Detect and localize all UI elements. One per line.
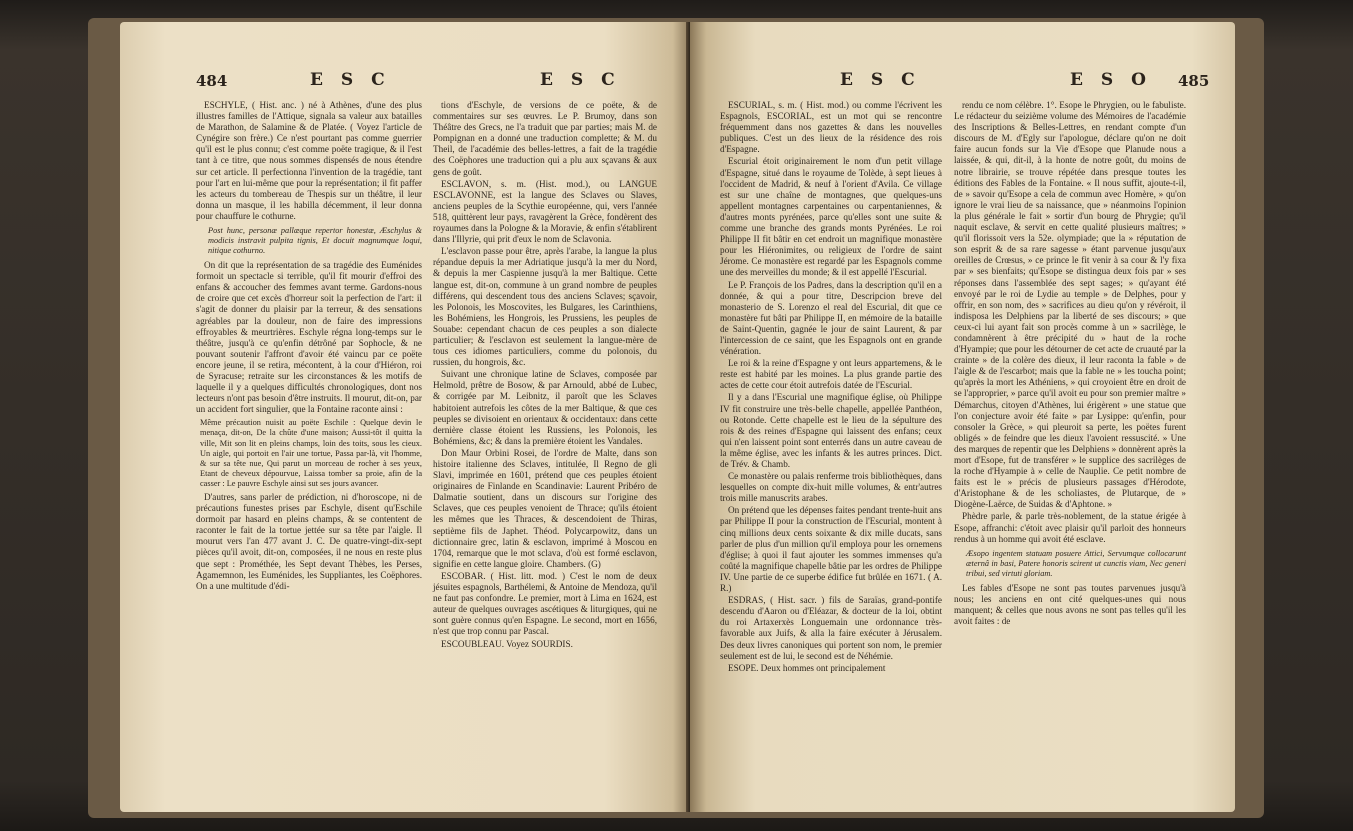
paragraph-esclavon-langue: L'esclavon passe pour être, après l'arabe, la langue la plus répandue depuis la mer Adriatique jusqu'à la mer du Nord, & depuis la mer Caspienne jusqu'à la mer Baltique. Cette langue est, dit-on, commune à un grand nombre de peuples différens, qui descendent tous des anciens Sclaves; sçavoir, les Polonois, les Moscovites, les Bulgares, les Carinthiens, les Bohémiens, les Hongrois, les Prussiens, les peuples de Souabe: cependant chacun de ces peuples a son dialecte particulier; & l'esclavon est seulement la langue-mère de tous ces idiomes particuliers, comme du polonois, du russien, du hongrois, &c. (433, 246, 657, 368)
paragraph-appartemens: Le roi & la reine d'Espagne y ont leurs appartemens, & le reste est habité par les moines. La plus grande partie des actes de cette cour étoit autrefois datée de l'Escurial. (720, 358, 942, 391)
entry-escoubleau: ESCOUBLEAU. Voyez SOURDIS. (441, 638, 573, 649)
paragraph-fables: Les fables d'Esope ne sont pas toutes parvenues jusqu'à nous; les anciens en ont cité quelques-unes qui nous manquent; & celles que nous avons ne sont pas telles qu'il les avoit faites : de (954, 582, 1186, 627)
paragraph-padres: Le P. François de los Padres, dans la description qu'il en a donnée, & qui a pour titre, Descripcion breve del monasterio de S. Lorenzo el real del Escurial, dit que ce monastère fut bâti par Philippe II, en mémoire de la bataille de Saint-Quentin, gagnée le jour de saint Laurent, & par l'intercession de ce saint, que les Espagnols ont en grande vénération. (720, 279, 942, 357)
right-page (690, 22, 1235, 812)
paragraph-autres: D'autres, sans parler de prédiction, ni d'horoscope, ni de précautions funestes prises par Eschyle, disent qu'Eschile dormoit par hasard en pleins champs, & se contentent de raconter le fait de la tortue jettée sur sa tête par l'aigle. Il mourut vers l'an 477 avant J. C. De quatre-vingt-dix-sept pièces qu'il avoit, dit-on, composées, il ne nous en reste plus que sept : Prométhée, les Sept devant Thèbes, les Perses, Agamemnon, les Euménides, les Suppliantes, les Coëphores. On a une multitude d'édi- (196, 492, 422, 591)
paragraph-eglise: Il y a dans l'Escurial une magnifique église, où Philippe IV fit construire une très-belle chapelle, appellée Panthéon, ou Rotonde. Cette chapelle est le lieu de la sépulture des rois & des reines d'Espagne qui laissent des enfans; ceux qui n'en laissent point sont enterrés dans un autre caveau de la même église, avec les infants & les autres princes. Dict. de Trév. & Chamb. (720, 392, 942, 469)
right-column-1 (720, 100, 942, 675)
right-column-2 (954, 100, 1186, 628)
paragraph-esope-phrygien: rendu ce nom célèbre. 1°. Esope le Phrygien, ou le fabuliste. Le rédacteur du seizième volume des Mémoires de l'académie des Inscriptions & Belles-Lettres, en rendant compte d'un discours de M. d'Egly sur l'apologue, déclare qu'on ne doit faire aucun fonds sur la Vie d'Esope que Planude nous a laissée, & qui, dit-il, à la honte de notre goût, du moins de notre librairie, se trouve répétée dans presque toutes les éditions des Fables de la Fontaine. « Il nous suffit, ajoute-t-il, de » savoir qu'Esope a cela de commun avec Homère, » qu'on ignore le vrai lieu de sa naissance, que » néanmoins l'opinion la plus générale le fait » sortir d'un bourg de Phrygie; qu'il naquit esclave, & servit en cette qualité plusieurs maîtres; » qu'il florissoit vers la 52e. olympiade; que la » réputation de son esprit & de sa rare sagesse » étant parvenue jusqu'aux oreilles de Crœsus, » ce prince le fit venir à sa cour & l'y fixa par » ses bienfaits; qu'Esope se distingua deux fois par » ses réponses dans l'assemblée des sept sages; » qu'ayant été envoyé par le roi de Lydie au temple » de Delphes, pour y offrir, en son nom, des » sacrifices au dieu qu'on y révéroit, il indisposa les Delphiens par la liberté de ses discours; » que ceux-ci lui ayant fait son procès comme à un » sacrilège, le condamnèrent à être précipité du » haut de la roche d'Hyampie; que pour les détourner de cet acte de cruauté par la crainte » de la colère des dieux, il leur raconta la fable » de l'aigle & de l'escarbot; mais que la fable ne » les toucha point; qu'après la mort les Athéniens, » qui croyoient être en droit de se l'approprier, » parce qu'il avoit eu pour son premier maître » Démarchus, citoyen d'Athènes, lui érigèrent » une statue que l'on conjecture avoir été faite » par Lysippe: qu'enfin, pour consoler la Grèce, » qui pleuroit sa perte, les poëtes furent obligés » de feindre que les dieux l'avoient ressuscité. » Une des marques de repentir que les Delphiens » donnèrent après la mort d'Esope, fut de transférer » le supplice des sacrilèges de la roche d'Hyampie à » celle de Nauplie. Ce petit nombre de faits est le » précis de plusieurs passages d'Hérodote, d'Aristophane & de les scholiastes, de Plutarque, de » Diogène-Laërce, de Suidas & d'Aphtone. » (954, 100, 1186, 510)
paragraph-escurial-village: Escurial étoit originairement le nom d'un petit village d'Espagne, situé dans le royaume de Tolède, à sept lieues à l'occident de Madrid, & neuf à l'orient d'Avila. Ce village est sur une chaîne de montagnes, que quelques-uns appellent montagnes carpentaines ou carpentaniennes, & d'autres monts pyrénées, parce qu'elles sont une suite & comme une branche des grands monts Pyrénées. Le roi Philippe II fit bâtir en cet endroit un magnifique monastère pour les Hiéronimites, ou religieux de l'ordre de saint Jérome. Ce monastère est regardé par les Espagnols comme une des merveilles du monde; & il est appellé l'Escurial. (720, 156, 942, 278)
entry-esclavon: ESCLAVON, s. m. (Hist. mod.), ou LANGUE ESCLAVONNE, est la langue des Sclaves ou Slaves, anciens peuples de la Scythie européenne, qui, vers l'année 518, quittèrent leur pays, ravagèrent la Grèce, fondèrent des royaumes dans la Pologne & la Moravie, & enfin s'établirent dans l'Illyrie, qui prit d'eux le nom de Sclavonia. (433, 178, 657, 245)
running-head-left-2: E S C (540, 70, 621, 90)
paragraph-bibliotheques: Ce monastère ou palais renferme trois bibliothèques, dans lesquelles on compte dix-huit mille volumes, & entr'autres trois mille manuscrits arabes. (720, 471, 942, 504)
paragraph-phedre: Phèdre parle, & parle très-noblement, de la statue érigée à Esope, affranchi: c'étoit avec plaisir qu'il parloit des honneurs rendus à un homme qui avoit été esclave. (954, 511, 1186, 544)
running-head-right-1: E S C (840, 70, 921, 90)
running-head-left-1: E S C (310, 70, 391, 90)
entry-escurial: ESCURIAL, s. m. ( Hist. mod.) ou comme l'écrivent les Espagnols, ESCORIAL, est un mot qui se rencontre fréquemment dans nos gazettes & dans les nouvelles publiques. C'est un des lieux de la résidence des rois d'Espagne. (720, 100, 942, 155)
left-page (120, 22, 690, 812)
quote-phedre: Æsopo ingentem statuam posuere Attici, Servumque collocarunt æternâ in basi, Patere honoris scirent ut cunctis viam, Nec generi tribui, sed virtuti gloriam. (966, 548, 1186, 578)
paragraph-editions: tions d'Eschyle, de versions de ce poëte, & de commentaires sur ses œuvres. Le P. Brumoy, dans son Théâtre des Grecs, ne l'a traduit que par parties; mais M. de Pompignan en a donné une traduction complette; & M. du Theil, de l'académie des belles-lettres, a fait de la tragédie des Coëphores une traduction qui a plu aux sçavans & aux gens de goût. (433, 100, 657, 177)
paragraph-eumenides: On dit que la représentation de sa tragédie des Euménides formoit un spectacle si terrible, qu'il fit mourir d'effroi des enfans & accoucher des femmes avant terme. Gardons-nous de croire que cet excès d'horreur soit la perfection de l'art: il s'agit de donner du plaisir par la terreur, & des sensations agréables par la douleur, non de faire des impressions effroyables & meurtrières. Eschyle régna long-temps sur le théâtre, jusqu'à ce qu'enfin détrôné par Sophocle, & ne pouvant soutenir l'affront d'avoir été vaincu par ce poëte encore jeune, il se retira, mécontent, à la cour d'Hiéron, roi de Syracuse; retraite sur les circonstances & les motifs de laquelle il y a quelques difficultés chronologiques, dont nos lecteurs n'ont pas besoin d'être instruits. Il mourut, dit-on, par un accident fort singulier, que la Fontaine raconte ainsi : (196, 260, 422, 415)
page-number-right: 485 (1178, 72, 1210, 90)
page-number-left: 484 (196, 72, 228, 90)
left-column-1 (196, 100, 422, 593)
quote-la-fontaine: Même précaution nuisit au poëte Eschile : Quelque devin le menaça, dit-on, De la chûte d'une maison; Aussi-tôt il quitta la ville, Mit son lit en pleins champs, loin des toits, sous les cieux. Un aigle, qui portoit en l'air une tortue, Passa par-là, vit l'homme, & sur sa tête nue, Qui parut un morceau de rocher à ses yeux, Etant de cheveux dépourvue, Laissa tomber sa proie, afin de la casser : Le pauvre Eschyle ainsi sut ses jours avancer. (200, 418, 422, 488)
quote-horace: Post hunc, personæ pallæque repertor honestæ, Æschylus & modicis instravit pulpita tignis, Et docuit magnumque loqui, nitique cothurno. (208, 226, 422, 256)
running-head-right-2: E S O (1070, 70, 1152, 90)
paragraph-chronique: Suivant une chronique latine de Sclaves, composée par Helmold, prêtre de Bosow, & par Arnould, abbé de Lubec, & corrigée par M. Leibnitz, il paroît que les Sclaves habitoient autrefois les côtes de la mer Baltique, & que ces peuples se divisoient en orientaux & occidentaux: dans cette dernière classe étoient les Russiens, les Polonois, les Bohémiens, &c; & dans la première étoient les Vandales. (433, 369, 657, 446)
paragraph-orbini: Don Maur Orbini Rosei, de l'ordre de Malte, dans son histoire italienne des Sclaves, intitulée, Il Regno de gli Slavi, imprimée en 1601, prétend que ces peuples étoient originaires de Finlande en Scandinavie: Laurent Pribéro de Dalmatie soutient, dans un discours sur l'origine des Sclaves, que ces peuples venoient de Thrace; qu'ils étoient les mêmes que les Thraces, & descendoient de Thiras, septième fils de Japhet. Théod. Polycarpowitz, dans un dictionnaire grec, latin & esclavon, imprimé à Moscou en 1704, remarque que le mot sclava, d'où est formé esclavon, signifie en cette langue gloire. Chambers. (G) (433, 447, 657, 569)
paragraph-depenses: On prétend que les dépenses faites pendant trente-huit ans par Philippe II pour la construction de l'Escurial, montent à cinq millions deux cents soixante & dix mille ducats, sans parler de plus d'un million qu'il employa pour les ornemens d'église; à quoi il faut ajouter les sommes immenses qu'a coûté la magnifique chapelle bâtie par les ordres de Philippe IV. Une partie de ce superbe édifice fut brûlée en 1671. ( A. R.) (720, 505, 942, 594)
left-column-2 (433, 100, 657, 651)
entry-escobar: ESCOBAR. ( Hist. litt. mod. ) C'est le nom de deux jésuites espagnols, Barthélemi, & Antoine de Mendoza, qu'il ne faut pas confondre. Le premier, mort à Lima en 1624, est auteur de quelques ouvrages ascétiques & liturgiques, qui ne sont guère connus qu'en Espagne. Le second, mort en 1656, n'est que trop connu par Pascal. (433, 570, 657, 637)
entry-esdras: ESDRAS, ( Hist. sacr. ) fils de Saraïas, grand-pontife descendu d'Aaron ou d'Eléazar, & docteur de la loi, obtint du roi Artaxerxès Longuemain une ordonnance très-favorable aux Juifs, & alla la faire exécuter à Jérusalem. Des deux livres canoniques qui portent son nom, le premier seulement est de lui, le second est de Néhémie. (720, 595, 942, 661)
entry-esope: ESOPE. Deux hommes ont principalement (728, 662, 886, 673)
paragraph-eschyle: ESCHYLE, ( Hist. anc. ) né à Athènes, d'une des plus illustres familles de l'Attique, signala sa valeur aux batailles de Marathon, de Salamine & de Platée. ( Voyez l'article de Cynégire son frère.) Ce n'est pourtant pas comme guerrier qu'il est le plus connu; c'est comme poëte tragique, & il l'est tant à ce titre, que nous sommes dispensés de nous étendre sur cet article. Il perfectionna l'invention de la tragédie, tant pour l'art en lui-même que pour la représentation; il fit paffer les acteurs du tombereau de Thespis sur un théâtre, il leur donna un masque, il les habilla décemment, il leur donna pour chauffure le cothurne. (196, 100, 422, 221)
